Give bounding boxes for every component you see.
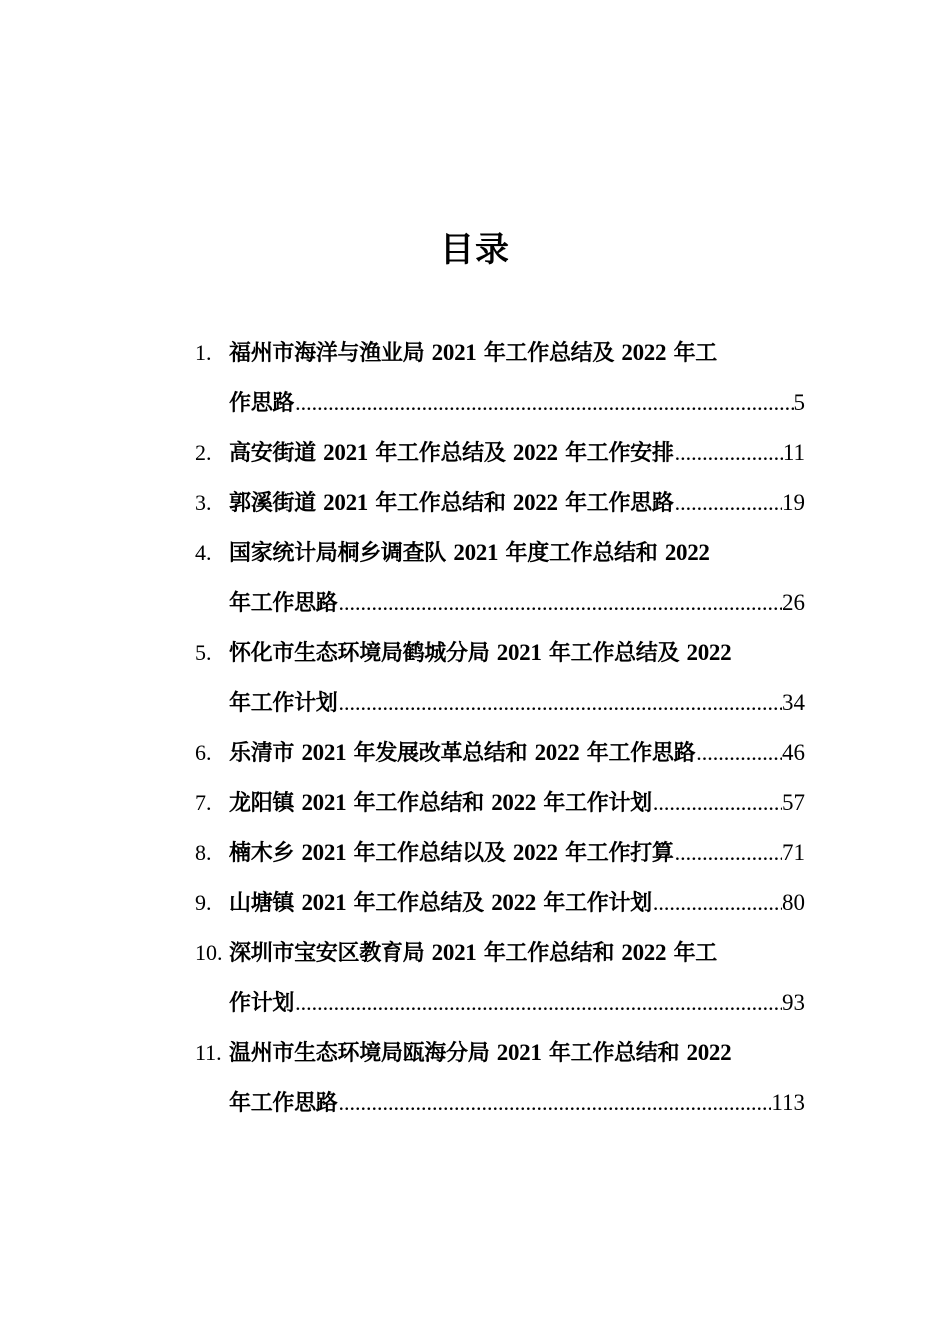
toc-entry-11[interactable] <box>195 1028 805 1128</box>
table-of-contents <box>195 328 805 1128</box>
toc-entry-number: 7. <box>195 790 212 815</box>
toc-entry-number: 9. <box>195 890 212 915</box>
dot-leader <box>674 828 782 878</box>
toc-entry-title: 福州市海洋与渔业局 2021 年工作总结及 2022 年工 <box>229 340 717 366</box>
toc-page-number: 93 <box>782 990 805 1015</box>
toc-page-number: 71 <box>782 840 805 865</box>
dot-leader <box>674 478 782 528</box>
toc-entry-title-cont: 年工作计划 <box>229 691 338 716</box>
toc-entry-number: 11. <box>195 1040 222 1065</box>
toc-entry-title: 温州市生态环境局瓯海分局 2021 年工作总结和 2022 <box>229 1040 732 1066</box>
toc-entry-title: 楠木乡 2021 年工作总结以及 2022 年工作打算 <box>229 840 674 866</box>
toc-entry-title-cont: 作思路 <box>229 391 295 416</box>
toc-entry-title-cont: 作计划 <box>229 991 295 1016</box>
toc-entry-title: 乐清市 2021 年发展改革总结和 2022 年工作思路 <box>229 740 696 766</box>
toc-entry-title: 怀化市生态环境局鹤城分局 2021 年工作总结及 2022 <box>229 640 732 666</box>
toc-page-number: 11 <box>782 440 805 465</box>
dot-leader <box>338 678 782 728</box>
toc-entry-number: 2. <box>195 440 212 465</box>
toc-entry-10[interactable] <box>195 928 805 1028</box>
toc-entry-number: 3. <box>195 490 212 515</box>
toc-entry-3[interactable] <box>195 478 805 528</box>
page-title: 目录 <box>440 230 510 270</box>
toc-entry-title: 国家统计局桐乡调查队 2021 年度工作总结和 2022 <box>229 540 710 566</box>
dot-leader <box>674 428 783 478</box>
toc-page-number: 26 <box>782 590 805 615</box>
toc-entry-number: 6. <box>195 740 212 765</box>
toc-entry-title: 深圳市宝安区教育局 2021 年工作总结和 2022 年工 <box>229 940 717 966</box>
dot-leader <box>294 378 793 428</box>
toc-entry-number: 10. <box>195 940 223 965</box>
toc-page-number: 19 <box>782 490 805 515</box>
toc-entry-title-cont: 年工作思路 <box>229 1091 338 1116</box>
dot-leader <box>695 728 782 778</box>
dot-leader <box>652 878 782 928</box>
dot-leader <box>338 1078 772 1128</box>
toc-page-number: 113 <box>771 1090 805 1115</box>
toc-entry-4[interactable] <box>195 528 805 628</box>
toc-entry-title: 郭溪街道 2021 年工作总结和 2022 年工作思路 <box>229 490 674 516</box>
toc-entry-8[interactable] <box>195 828 805 878</box>
toc-entry-6[interactable] <box>195 728 805 778</box>
toc-entry-5[interactable] <box>195 628 805 728</box>
toc-entry-title-cont: 年工作思路 <box>229 591 338 616</box>
toc-entry-title: 高安街道 2021 年工作总结及 2022 年工作安排 <box>229 440 674 466</box>
toc-entry-title: 山塘镇 2021 年工作总结及 2022 年工作计划 <box>229 890 652 916</box>
dot-leader <box>652 778 782 828</box>
toc-page-number: 46 <box>782 740 805 765</box>
toc-page-number: 80 <box>782 890 805 915</box>
toc-entry-number: 8. <box>195 840 212 865</box>
dot-leader <box>338 578 782 628</box>
toc-entry-number: 1. <box>195 340 212 365</box>
toc-entry-number: 5. <box>195 640 212 665</box>
toc-entry-title: 龙阳镇 2021 年工作总结和 2022 年工作计划 <box>229 790 652 816</box>
toc-entry-2[interactable] <box>195 428 805 478</box>
toc-entry-number: 4. <box>195 540 212 565</box>
toc-page-number: 57 <box>782 790 805 815</box>
toc-entry-7[interactable] <box>195 778 805 828</box>
toc-page-number: 34 <box>782 690 805 715</box>
toc-entry-9[interactable] <box>195 878 805 928</box>
toc-page-number: 5 <box>793 390 805 415</box>
dot-leader <box>294 978 782 1028</box>
toc-entry-1[interactable] <box>195 328 805 428</box>
